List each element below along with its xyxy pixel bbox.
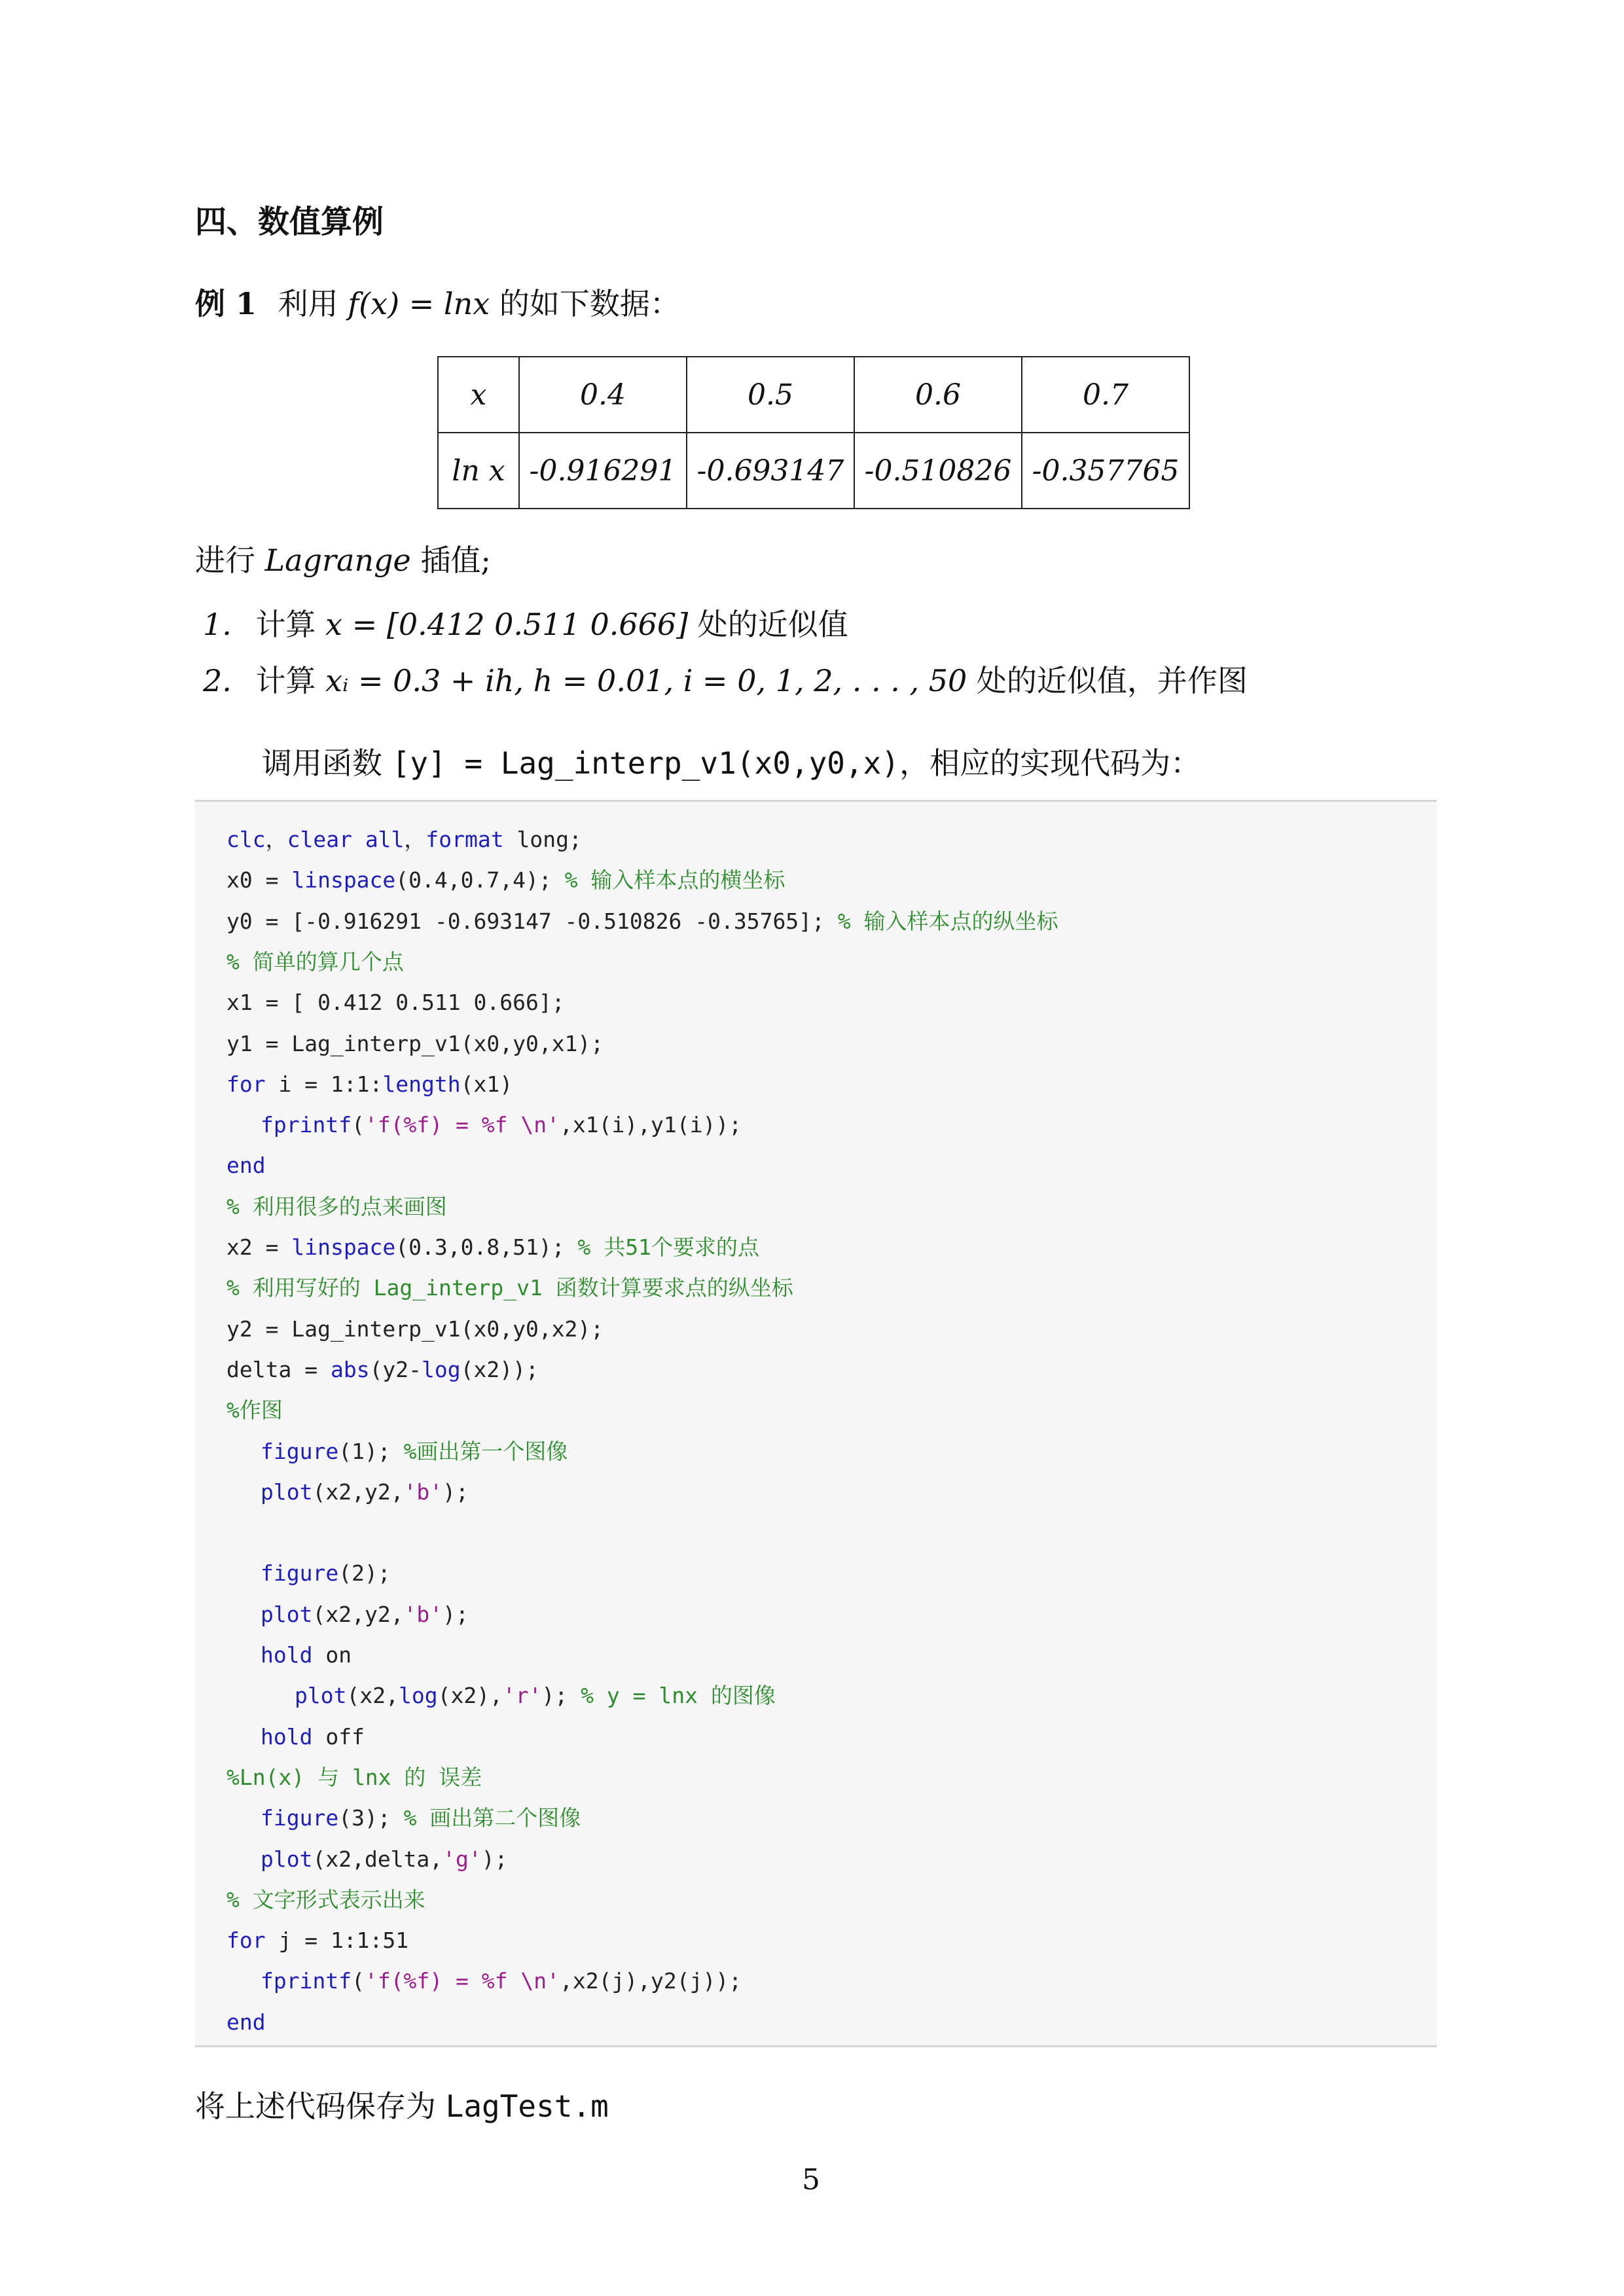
code-keyword: log bbox=[422, 1356, 461, 1382]
code-line bbox=[226, 908, 1058, 935]
code-keyword: fprintf bbox=[261, 1112, 352, 1138]
code-line bbox=[226, 1765, 482, 1791]
code-keyword: figure bbox=[261, 1805, 339, 1831]
code-keyword: plot bbox=[261, 1601, 313, 1627]
code-text: ); bbox=[442, 1479, 469, 1505]
code-text: on bbox=[312, 1642, 352, 1668]
example-label: 例 1 bbox=[195, 286, 257, 321]
code-line bbox=[261, 1724, 365, 1750]
code-keyword: end bbox=[226, 1153, 266, 1179]
code-text: x0 = bbox=[226, 867, 292, 893]
code-text: (3); bbox=[338, 1805, 404, 1831]
code-comment: % y = lnx 的图像 bbox=[581, 1683, 776, 1709]
code-text: ( bbox=[352, 1112, 365, 1138]
code-text: (y2- bbox=[369, 1356, 422, 1382]
code-line bbox=[261, 1560, 391, 1587]
code-text: (x2, bbox=[346, 1683, 399, 1709]
code-text: j = 1:1:51 bbox=[265, 1928, 409, 1954]
table-row bbox=[438, 357, 1189, 433]
intro-text-post: 插值; bbox=[410, 543, 491, 578]
list-math: x = [0.412 0.511 0.666] bbox=[325, 607, 689, 642]
code-text: (x2)); bbox=[460, 1356, 539, 1382]
code-text: (x1) bbox=[460, 1071, 513, 1097]
code-text: ); bbox=[541, 1683, 581, 1709]
table-cell: ln x bbox=[438, 433, 519, 509]
code-line bbox=[226, 867, 785, 893]
code-line bbox=[226, 949, 404, 975]
code-comment: % 输入样本点的纵坐标 bbox=[837, 908, 1058, 934]
code-line bbox=[226, 2009, 266, 2036]
code-text: (1); bbox=[338, 1438, 404, 1464]
code-text: long; bbox=[503, 827, 582, 852]
table-cell: 0.7 bbox=[1022, 357, 1189, 433]
list-text-pre: 计算 bbox=[255, 607, 326, 642]
list-math: xᵢ = 0.3 + ih, h = 0.01, i = 0, 1, 2, . . . , 50 bbox=[325, 663, 967, 698]
code-text: (x2), bbox=[437, 1683, 503, 1709]
code-text: off bbox=[312, 1723, 365, 1749]
code-text: (0.4,0.7,4); bbox=[395, 867, 565, 893]
code-line bbox=[261, 1642, 352, 1668]
code-line bbox=[226, 1234, 759, 1261]
code-line bbox=[226, 1153, 266, 1179]
code-text: (0.3,0.8,51); bbox=[395, 1234, 578, 1260]
list-number: 1. bbox=[203, 607, 232, 642]
code-keyword: figure bbox=[261, 1560, 339, 1587]
code-line bbox=[226, 1928, 408, 1954]
data-table bbox=[437, 356, 1190, 509]
code-keyword: format bbox=[425, 827, 504, 852]
code-keyword: clear all bbox=[287, 827, 405, 852]
table-cell: x bbox=[438, 357, 519, 433]
code-line bbox=[261, 1968, 742, 1994]
code-comment: %画出第一个图像 bbox=[403, 1438, 568, 1464]
code-line bbox=[226, 1316, 604, 1342]
footer-sentence bbox=[195, 2083, 609, 2126]
code-comment: % 文字形式表示出来 bbox=[226, 1886, 425, 1912]
code-block bbox=[195, 800, 1437, 2047]
code-keyword: linspace bbox=[291, 867, 396, 893]
code-text: ， bbox=[404, 827, 426, 852]
code-keyword: length bbox=[382, 1071, 461, 1097]
code-comment: %作图 bbox=[226, 1397, 283, 1424]
code-text: ， bbox=[265, 827, 287, 852]
intro-paragraph bbox=[195, 537, 491, 580]
call-code: [y] = Lag_interp_v1(x0,y0,x) bbox=[391, 745, 900, 781]
code-text: x2 = bbox=[226, 1234, 292, 1260]
list-text-post: 处的近似值 bbox=[688, 607, 848, 642]
code-text: (x2,delta, bbox=[312, 1846, 443, 1872]
code-keyword: fprintf bbox=[261, 1968, 352, 1994]
table-cell: 0.5 bbox=[687, 357, 854, 433]
code-text: (x2,y2, bbox=[312, 1479, 404, 1505]
code-line bbox=[226, 1397, 283, 1424]
code-line bbox=[261, 1479, 469, 1505]
code-text: ); bbox=[481, 1846, 508, 1872]
code-comment: % 利用很多的点来画图 bbox=[226, 1193, 447, 1219]
code-line bbox=[226, 1275, 793, 1301]
table-cell: -0.916291 bbox=[519, 433, 687, 509]
code-string: 'g' bbox=[442, 1846, 482, 1872]
code-line bbox=[261, 1602, 469, 1628]
code-keyword: hold bbox=[261, 1642, 313, 1668]
footer-text-pre: 将上述代码保存为 bbox=[195, 2089, 446, 2124]
list-item bbox=[203, 601, 848, 644]
code-line bbox=[261, 1439, 568, 1465]
example-text-pre: 利用 bbox=[278, 286, 338, 321]
code-line bbox=[226, 990, 565, 1016]
code-line bbox=[261, 1112, 742, 1138]
code-line bbox=[261, 1846, 508, 1873]
code-string: 'f(%f) = %f \n' bbox=[364, 1112, 560, 1138]
page-number: 5 bbox=[802, 2163, 820, 2197]
code-comment: % 简单的算几个点 bbox=[226, 948, 404, 975]
code-keyword: clc bbox=[226, 827, 266, 852]
call-text-pre: 调用函数 bbox=[262, 745, 392, 781]
code-text: ,x1(i),y1(i)); bbox=[559, 1112, 742, 1138]
example-formula: f(x) = lnx bbox=[348, 286, 490, 321]
code-keyword: hold bbox=[261, 1723, 313, 1749]
code-comment: % 画出第二个图像 bbox=[403, 1805, 581, 1831]
code-comment: %Ln(x) 与 lnx 的 误差 bbox=[226, 1764, 482, 1790]
code-line bbox=[261, 1805, 581, 1831]
code-line bbox=[226, 1071, 513, 1098]
code-line bbox=[295, 1683, 776, 1709]
code-text: y2 = Lag_interp_v1(x0,y0,x2); bbox=[226, 1316, 604, 1342]
code-text: delta = bbox=[226, 1356, 331, 1382]
intro-method: Lagrange bbox=[264, 543, 411, 578]
code-string: 'r' bbox=[502, 1683, 542, 1709]
list-number: 2. bbox=[203, 663, 232, 698]
intro-text-pre: 进行 bbox=[195, 543, 265, 578]
code-keyword: for bbox=[226, 1928, 266, 1954]
table-row bbox=[438, 433, 1189, 509]
code-keyword: end bbox=[226, 2009, 266, 2035]
code-text: i = 1:1: bbox=[265, 1071, 383, 1097]
code-text: (2); bbox=[338, 1560, 391, 1587]
table-cell: -0.357765 bbox=[1022, 433, 1189, 509]
list-text-pre: 计算 bbox=[255, 663, 326, 698]
code-comment: % 利用写好的 Lag_interp_v1 函数计算要求点的纵坐标 bbox=[226, 1275, 793, 1301]
code-line bbox=[226, 1194, 447, 1220]
example-statement bbox=[195, 280, 680, 323]
code-keyword: for bbox=[226, 1071, 266, 1097]
list-item bbox=[203, 657, 1248, 700]
code-keyword: abs bbox=[330, 1356, 370, 1382]
code-string: 'b' bbox=[403, 1479, 443, 1505]
table-cell: -0.510826 bbox=[854, 433, 1022, 509]
list-text-post: 处的近似值，并作图 bbox=[967, 663, 1248, 698]
footer-filename: LagTest.m bbox=[445, 2089, 609, 2124]
code-line bbox=[226, 827, 582, 853]
code-keyword: linspace bbox=[291, 1234, 396, 1260]
code-text: ,x2(j),y2(j)); bbox=[559, 1968, 742, 1994]
code-keyword: log bbox=[398, 1683, 438, 1709]
section-heading: 四、数值算例 bbox=[195, 204, 384, 240]
code-text: y0 = [-0.916291 -0.693147 -0.510826 -0.35765]; bbox=[226, 908, 838, 934]
code-comment: % 共51个要求的点 bbox=[577, 1234, 759, 1260]
table-cell: 0.6 bbox=[854, 357, 1022, 433]
code-line bbox=[226, 1357, 539, 1383]
code-keyword: figure bbox=[261, 1438, 339, 1464]
code-text: y1 = Lag_interp_v1(x0,y0,x1); bbox=[226, 1030, 604, 1056]
call-text-post: ，相应的实现代码为： bbox=[899, 745, 1201, 781]
code-string: 'b' bbox=[403, 1601, 443, 1627]
table-cell: 0.4 bbox=[519, 357, 687, 433]
code-text: (x2,y2, bbox=[312, 1601, 404, 1627]
code-keyword: plot bbox=[261, 1479, 313, 1505]
code-keyword: plot bbox=[261, 1846, 313, 1872]
code-string: 'f(%f) = %f \n' bbox=[364, 1968, 560, 1994]
code-comment: % 输入样本点的横坐标 bbox=[564, 867, 785, 893]
code-keyword: plot bbox=[295, 1683, 347, 1709]
example-text-post: 的如下数据： bbox=[499, 286, 680, 321]
code-line bbox=[226, 1887, 425, 1913]
code-text: x1 = [ 0.412 0.511 0.666]; bbox=[226, 990, 565, 1016]
code-text: ( bbox=[352, 1968, 365, 1994]
code-text: ); bbox=[442, 1601, 469, 1627]
table-cell: -0.693147 bbox=[687, 433, 854, 509]
code-line bbox=[226, 1031, 604, 1057]
call-sentence bbox=[262, 740, 1200, 783]
